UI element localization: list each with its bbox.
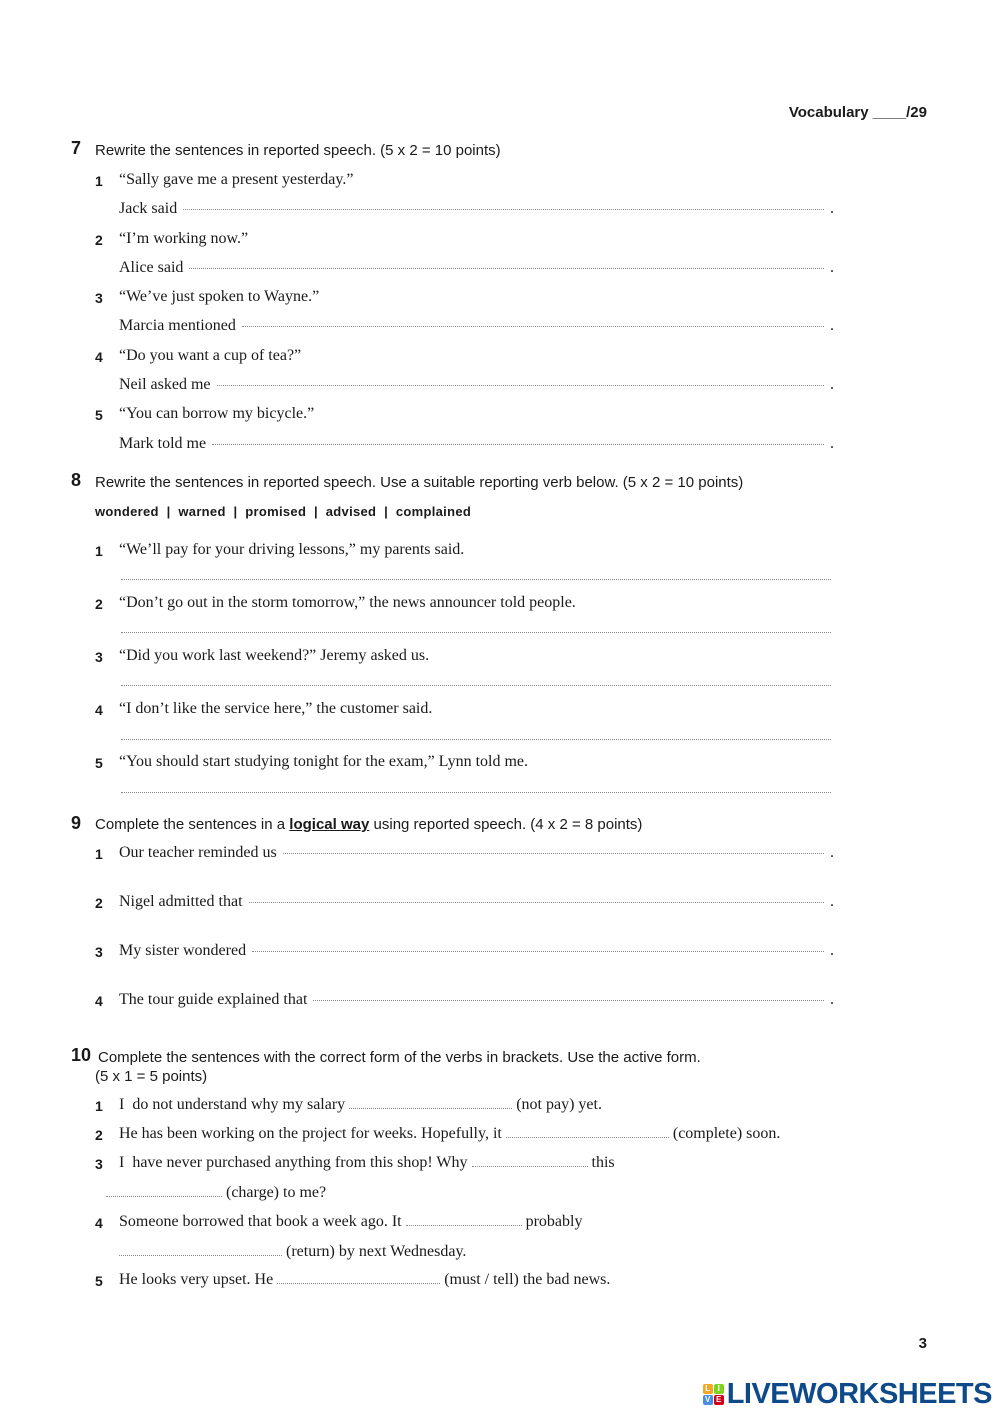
item-number: 5 <box>95 1273 103 1289</box>
starter: My sister wondered <box>119 942 247 959</box>
logo-letter: I <box>714 1384 724 1394</box>
answer-line[interactable] <box>119 259 834 277</box>
item-number: 1 <box>95 543 103 559</box>
answer-blank[interactable] <box>121 579 831 580</box>
q10-instruction: Complete the sentences with the correct form of the verbs in brackets. Use the active form. <box>98 1049 701 1066</box>
answer-blank[interactable] <box>212 444 824 445</box>
answer-line[interactable] <box>119 435 834 453</box>
answer-blank[interactable] <box>183 209 824 210</box>
instruction-pre: Complete the sentences in a <box>95 816 286 833</box>
answer-blank[interactable] <box>121 685 831 686</box>
answer-blank[interactable] <box>472 1166 588 1167</box>
answer-blank[interactable] <box>189 268 824 269</box>
logo-icon <box>703 1384 724 1405</box>
answer-blank[interactable] <box>249 902 824 903</box>
end-period: . <box>830 376 834 393</box>
score-label: Vocabulary ____/29 <box>788 104 927 121</box>
sentence-part-b: (complete) soon. <box>672 1125 781 1142</box>
sentence <box>119 1096 602 1114</box>
logo-text: LIVEWORKSHEETS <box>726 1378 992 1410</box>
item-number: 5 <box>95 407 103 423</box>
quote: “We’ve just spoken to Wayne.” <box>119 288 320 305</box>
answer-blank[interactable] <box>121 792 831 793</box>
answer-line[interactable] <box>119 991 834 1009</box>
starter: Alice said <box>119 259 184 276</box>
item-number: 4 <box>95 1215 103 1231</box>
page-number: 3 <box>918 1335 927 1352</box>
answer-line[interactable] <box>119 942 834 960</box>
quote: “We’ll pay for your driving lessons,” my parents said. <box>119 541 465 558</box>
answer-blank[interactable] <box>121 632 831 633</box>
starter: Nigel admitted that <box>119 893 243 910</box>
sentence <box>119 1154 615 1172</box>
end-period: . <box>830 200 834 217</box>
starter: The tour guide explained that <box>119 991 308 1008</box>
quote: “Did you work last weekend?” Jeremy asked us. <box>119 647 430 664</box>
answer-blank[interactable] <box>119 1255 282 1256</box>
item-number: 2 <box>95 1127 103 1143</box>
answer-line[interactable] <box>119 376 834 394</box>
item-number: 2 <box>95 596 103 612</box>
quote: “You should start studying tonight for the exam,” Lynn told me. <box>119 753 529 770</box>
q10-points: (5 x 1 = 5 points) <box>95 1068 208 1085</box>
item-number: 3 <box>95 290 103 306</box>
q7-instruction: Rewrite the sentences in reported speech. (5 x 2 = 10 points) <box>95 142 501 159</box>
item-number: 2 <box>95 232 103 248</box>
sentence-part-a: I do not understand why my salary <box>119 1096 346 1113</box>
starter: Neil asked me <box>119 376 211 393</box>
sentence <box>119 1271 610 1289</box>
sentence-part-c: (charge) to me? <box>226 1184 327 1201</box>
instruction-post: using reported speech. (4 x 2 = 8 points) <box>373 816 643 833</box>
answer-line[interactable] <box>119 200 834 218</box>
q10-number: 10 <box>71 1045 92 1065</box>
q8-number: 8 <box>71 470 82 490</box>
starter: Mark told me <box>119 435 207 452</box>
answer-blank[interactable] <box>252 951 824 952</box>
item-number: 3 <box>95 1156 103 1172</box>
item-number: 3 <box>95 944 103 960</box>
answer-line[interactable] <box>119 317 834 335</box>
sentence-part-b: (not pay) yet. <box>516 1096 602 1113</box>
item-number: 3 <box>95 649 103 665</box>
answer-blank[interactable] <box>313 1000 824 1001</box>
logo-letter: L <box>703 1384 713 1394</box>
sentence <box>119 1125 780 1143</box>
end-period: . <box>830 317 834 334</box>
sentence-part-c: (return) by next Wednesday. <box>286 1243 467 1260</box>
quote: “I don’t like the service here,” the customer said. <box>119 700 433 717</box>
instruction-emphasis: logical way <box>289 816 370 833</box>
end-period: . <box>830 991 834 1008</box>
sentence-part-b: (must / tell) the bad news. <box>444 1271 611 1288</box>
quote: “Sally gave me a present yesterday.” <box>119 171 354 188</box>
sentence-continued <box>102 1184 326 1202</box>
sentence-part-b: probably <box>525 1213 583 1230</box>
sentence-part-b: this <box>591 1154 615 1171</box>
starter: Jack said <box>119 200 178 217</box>
item-number: 1 <box>95 846 103 862</box>
answer-line[interactable] <box>119 893 834 911</box>
answer-blank[interactable] <box>242 326 824 327</box>
item-number: 4 <box>95 702 103 718</box>
sentence-part-a: I have never purchased anything from this shop! Why <box>119 1154 468 1171</box>
answer-blank[interactable] <box>406 1225 522 1226</box>
end-period: . <box>830 893 834 910</box>
item-number: 5 <box>95 755 103 771</box>
sentence-continued <box>115 1243 466 1261</box>
quote: “I’m working now.” <box>119 230 249 247</box>
answer-blank[interactable] <box>277 1283 440 1284</box>
item-number: 1 <box>95 1098 103 1114</box>
sentence-part-a: He looks very upset. He <box>119 1271 274 1288</box>
answer-blank[interactable] <box>121 739 831 740</box>
item-number: 2 <box>95 895 103 911</box>
q8-instruction: Rewrite the sentences in reported speech. Use a suitable reporting verb below. (5 x 2 = 10 points) <box>95 474 744 491</box>
quote: “Do you want a cup of tea?” <box>119 347 302 364</box>
quote: “You can borrow my bicycle.” <box>119 405 315 422</box>
sentence-part-a: Someone borrowed that book a week ago. It <box>119 1213 402 1230</box>
answer-line[interactable] <box>119 844 834 862</box>
verb-box: wondered | warned | promised | advised | complained <box>95 504 472 519</box>
liveworksheets-logo[interactable] <box>703 1378 992 1411</box>
starter: Marcia mentioned <box>119 317 236 334</box>
q9-number: 9 <box>71 813 82 833</box>
item-number: 4 <box>95 349 103 365</box>
quote: “Don’t go out in the storm tomorrow,” the news announcer told people. <box>119 594 576 611</box>
answer-blank[interactable] <box>349 1108 512 1109</box>
logo-letter: E <box>714 1395 724 1405</box>
end-period: . <box>830 435 834 452</box>
q9-instruction <box>95 816 642 833</box>
q7-number: 7 <box>71 138 82 158</box>
end-period: . <box>830 942 834 959</box>
logo-letter: V <box>703 1395 713 1405</box>
answer-blank[interactable] <box>217 385 824 386</box>
answer-blank[interactable] <box>106 1196 222 1197</box>
starter: Our teacher reminded us <box>119 844 277 861</box>
item-number: 1 <box>95 173 103 189</box>
end-period: . <box>830 844 834 861</box>
item-number: 4 <box>95 993 103 1009</box>
sentence-part-a: He has been working on the project for weeks. Hopefully, it <box>119 1125 502 1142</box>
answer-blank[interactable] <box>283 853 824 854</box>
answer-blank[interactable] <box>506 1137 669 1138</box>
end-period: . <box>830 259 834 276</box>
sentence <box>119 1213 582 1231</box>
